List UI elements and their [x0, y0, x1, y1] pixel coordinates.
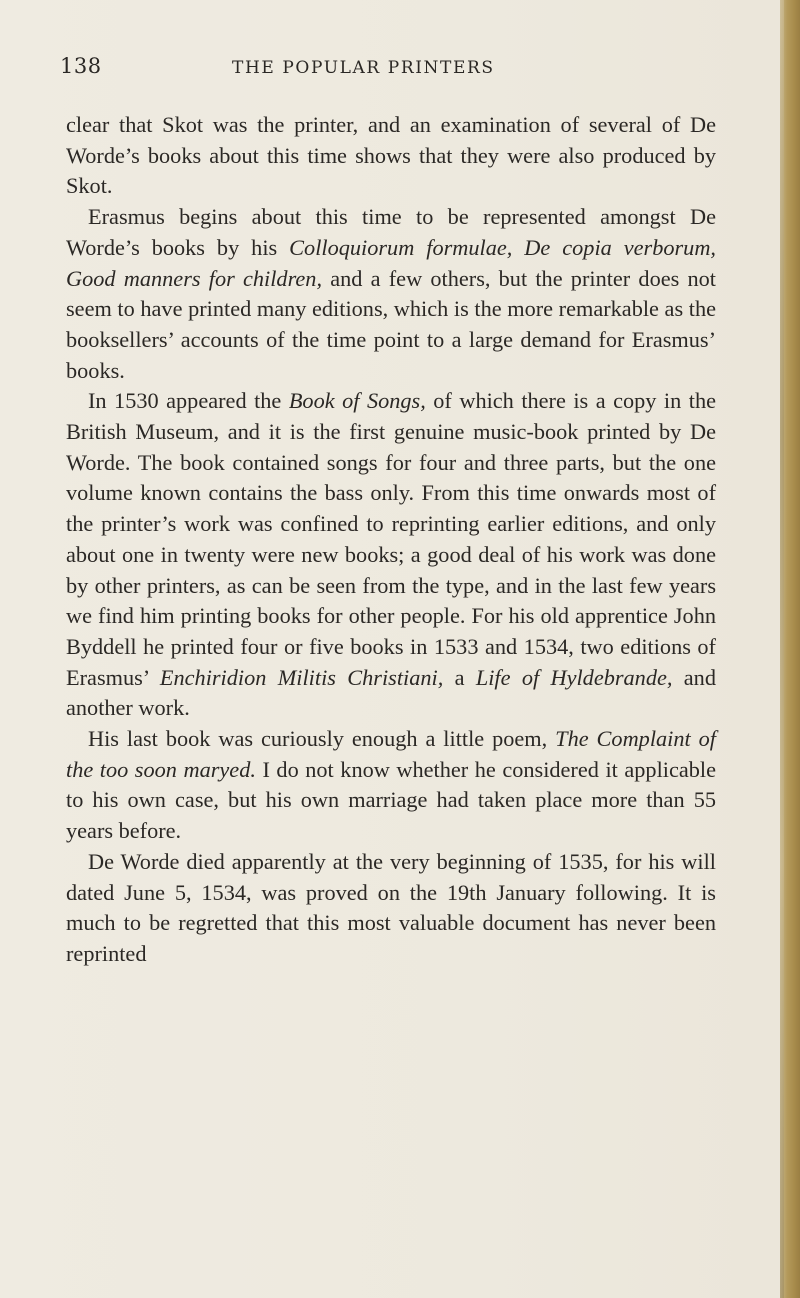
text-run: of which there is a copy in the British Museum, and it is the first genuine music-book printed by De Worde. The book contained songs for four and three parts, but the one volume known contains the bass only. From this time onwards most of the printer’s work was confined to reprinting earlier editions, and only about one in twenty were new books; a good deal of his work was done by other printers, as can be seen from the type, and in the last few years we find him printing books for other people. For his old apprentice John Byddell he printed four or five books in 1533 and 1534, two editions of Erasmus’ — [66, 388, 716, 690]
text-run: De Worde died apparently at the very beginning of 1535, for his will dated June 5, 1534, was proved on the 19th January following. It is much to be regretted that this most valuable document has never been reprinted — [66, 848, 716, 966]
paragraph — [66, 202, 716, 386]
page-edge — [780, 0, 800, 1298]
text-run: I do not know whether he considered it applicable to his own case, but his own marriage had taken place more than 55 years before. — [66, 756, 716, 844]
running-head: THE POPULAR PRINTERS — [232, 58, 495, 78]
page-number: 138 — [60, 54, 102, 78]
paragraph — [66, 724, 716, 847]
text-run: His last book was curiously enough a little poem, — [88, 726, 556, 752]
book-title: Enchiridion Militis Christiani, — [159, 664, 444, 690]
text-run: clear that Skot was the printer, and an examination of several of De Worde’s books about this time shows that they were also produced by Skot. — [66, 112, 716, 199]
book-title: Life of Hyldebrande, — [475, 664, 673, 690]
page-header — [0, 54, 780, 84]
text-run: Erasmus begins about this time to be represented amongst De Worde’s books by his — [66, 204, 716, 260]
book-title: Book of Songs, — [288, 388, 426, 414]
text-run: and another work. — [66, 664, 716, 721]
paragraph — [66, 847, 716, 970]
body-text — [66, 110, 716, 970]
book-title: The Complaint of the too soon maryed. — [66, 726, 716, 782]
text-run: and a few others, but the printer does not seem to have printed many editions, which is the more remarkable as the booksellers’ accounts of the time point to a large demand for Erasmus’ books. — [66, 265, 717, 383]
paragraph — [66, 110, 716, 202]
text-run: a — [443, 664, 476, 690]
paragraph — [66, 386, 716, 724]
text-run: In 1530 appeared the — [88, 388, 289, 414]
book-titles: Colloquiorum formulae, De copia verborum, Good manners for children, — [66, 234, 717, 291]
